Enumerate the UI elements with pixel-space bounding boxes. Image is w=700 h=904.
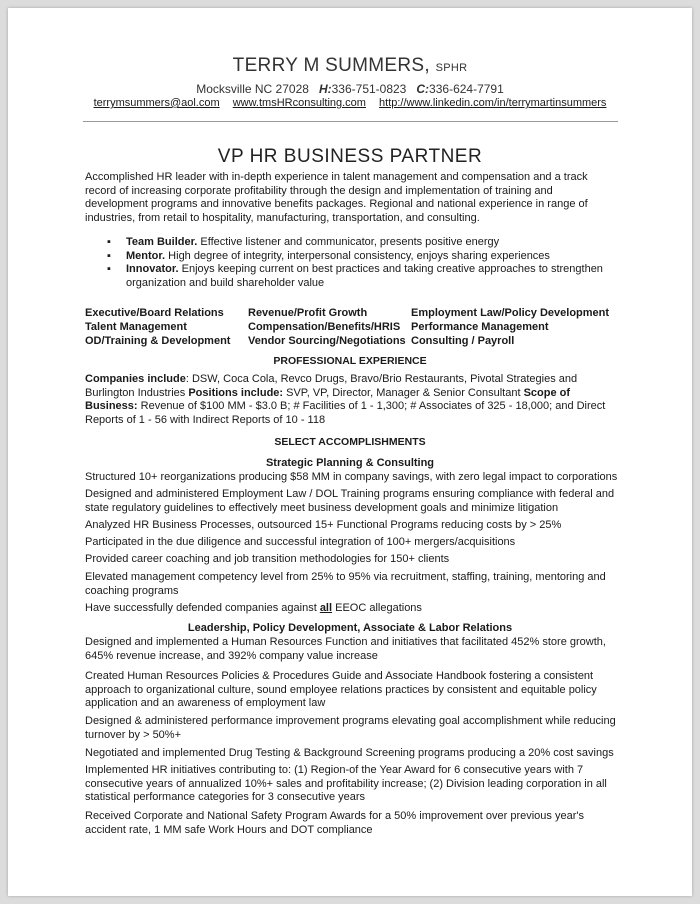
contact-line xyxy=(8,82,692,96)
list-item: ▪ Mentor. High degree of integrity, interpersonal consistency, enjoys sharing experiences xyxy=(107,249,550,262)
home-phone: 336-751-0823 xyxy=(331,82,407,96)
home-phone-label: H: xyxy=(318,82,332,96)
list-item: Elevated management competency level from 25% to 95% via recruitment, staffing, training, mentoring and coaching programs xyxy=(85,571,606,597)
skill-item: Talent Management xyxy=(85,321,187,333)
skill-item: Employment Law/Policy Development xyxy=(411,307,610,319)
skill-item: Revenue/Profit Growth xyxy=(248,307,368,319)
credentials: SPHR xyxy=(435,62,468,74)
resume-title: VP HR BUSINESS PARTNER xyxy=(217,146,483,167)
list-item: Participated in the due diligence and successful integration of 100+ mergers/acquisitions xyxy=(85,536,516,548)
leadership-heading: Leadership, Policy Development, Associate & Labor Relations xyxy=(187,622,513,634)
website-link[interactable]: www.tmsHRconsulting.com xyxy=(232,97,366,109)
skill-item: Vendor Sourcing/Negotiations xyxy=(248,335,406,347)
cell-phone-label: C: xyxy=(416,82,430,96)
list-item: Received Corporate and National Safety Program Awards for a 50% improvement over previous year's accident rate, 1 MM safe Work Hours and DOT compliance xyxy=(85,810,584,836)
list-item: ▪ Innovator. Enjoys keeping current on best practices and taking creative approaches to strengthen organization and build shareholder value xyxy=(107,263,603,289)
email-link[interactable]: terrymsummers@aol.com xyxy=(93,97,220,109)
skill-item: Compensation/Benefits/HRIS xyxy=(248,321,401,333)
list-item: ▪ Team Builder. Effective listener and communicator, presents positive energy xyxy=(107,236,500,248)
linkedin-link[interactable]: http://www.linkedin.com/in/terrymartinsummers xyxy=(379,97,607,109)
header-divider xyxy=(83,121,618,122)
list-item: Negotiated and implemented Drug Testing & Background Screening programs producing a 20% cost savings xyxy=(85,747,614,759)
list-item: Provided career coaching and job transition methodologies for 150+ clients xyxy=(85,553,450,565)
list-item: Designed & administered performance improvement programs elevating goal accomplishment while reducing turnover by > 50%+ xyxy=(85,715,616,741)
summary-paragraph: Accomplished HR leader with in-depth experience in talent management and compensation and a track record of increasing corporate profitability through the design and implementation of training and development programs and innovative benefits packages. Regional and national experience in range of industries, from retail to hospitality, manufacturing, transportation, and consulting. xyxy=(85,171,588,224)
experience-heading: PROFESSIONAL EXPERIENCE xyxy=(273,355,427,367)
cell-phone: 336-624-7791 xyxy=(429,82,504,96)
skill-item: Performance Management xyxy=(411,321,549,333)
resume-page xyxy=(8,8,692,896)
experience-paragraph: Companies include: DSW, Coca Cola, Revco Drugs, Bravo/Brio Restaurants, Pivotal Strategies and Burlington Industries Positions include: SVP, VP, Director, Manager & Senior Consultant Scope of Business: Revenue of $100 MM - $3.0 B; # Facilities of 1 - 1,300; # Associates of 325 - 18,000; and Direct Reports of 1 - 56 with Indirect Reports of 10 - 118 xyxy=(85,373,606,426)
list-item: Created Human Resources Policies & Procedures Guide and Associate Handbook fostering a consistent approach to organizational culture, sound employee relations practices by consistent and equitable policy application and an awareness of employment law xyxy=(85,670,597,710)
location: Mocksville NC 27028 xyxy=(196,82,309,96)
strategic-heading: Strategic Planning & Consulting xyxy=(265,457,435,469)
links-line xyxy=(8,97,692,109)
list-item: Designed and administered Employment Law / DOL Training programs ensuring compliance with federal and state regulatory guidelines to effectively meet business development goals and minimize litigation xyxy=(85,488,615,514)
list-item: Analyzed HR Business Processes, outsourced 15+ Functional Programs reducing costs by > 25% xyxy=(85,519,562,531)
candidate-name: TERRY M SUMMERS, SPHR xyxy=(232,55,468,76)
list-item: Implemented HR initiatives contributing to: (1) Region-of the Year Award for 6 consecutive years with 7 consecutive years of annualized 10%+ sales and profitability increase; (2) Division leading corporation in all statistical performance categories for 3 consecutive years xyxy=(85,764,607,804)
skill-item: Executive/Board Relations xyxy=(85,307,224,319)
skill-item: Consulting / Payroll xyxy=(411,335,515,347)
accomplishments-heading: SELECT ACCOMPLISHMENTS xyxy=(274,436,426,448)
list-item: Designed and implemented a Human Resources Function and initiatives that facilitated 452% store growth, 645% revenue increase, and 392% company value increase xyxy=(85,636,606,662)
skill-item: OD/Training & Development xyxy=(85,335,231,347)
skills-grid xyxy=(85,306,615,348)
strengths-list xyxy=(107,236,613,290)
list-item: Have successfully defended companies against all EEOC allegations xyxy=(85,602,422,614)
list-item: Structured 10+ reorganizations producing $58 MM in company savings, with zero legal impact to corporations xyxy=(85,471,618,483)
